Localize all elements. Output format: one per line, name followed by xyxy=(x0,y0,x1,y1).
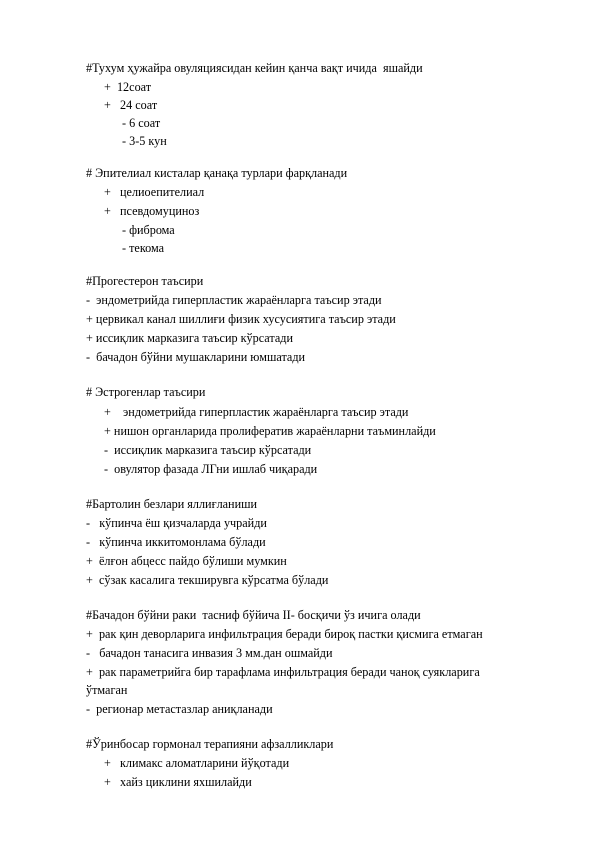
answer-option: - кўпинча иккитомонлама бўлади xyxy=(86,535,266,549)
question-title: #Тухум ҳужайра овуляциясидан кейин қанча вақт ичида яшайди xyxy=(86,61,423,75)
question-title: #Прогестерон таъсири xyxy=(86,274,204,288)
answer-option: - регионар метастазлар аниқланади xyxy=(86,702,273,716)
answer-option: + нишон органларида пролифератив жараёнларни таъминлайди xyxy=(104,424,436,438)
question-title: #Бачадон бўйни раки тасниф бўйича II- босқичи ўз ичига олади xyxy=(86,608,421,622)
answer-option: + ёлғон абцесс пайдо бўлиши мумкин xyxy=(86,554,287,568)
answer-option: - фиброма xyxy=(122,223,175,237)
question-title: #Ўринбосар гормонал терапияни афзалликлари xyxy=(86,737,334,751)
answer-option: - эндометрийда гиперпластик жараёнларга таъсир этади xyxy=(86,293,382,307)
answer-option: - текома xyxy=(122,241,165,255)
answer-option: + эндометрийда гиперпластик жараёнларга таъсир этади xyxy=(104,405,409,419)
answer-option: + иссиқлик марказига таъсир кўрсатади xyxy=(86,331,293,345)
answer-option: - 3-5 кун xyxy=(122,134,167,148)
answer-option: - иссиқлик марказига таъсир кўрсатади xyxy=(104,443,312,457)
answer-option: + рак параметрийга бир тарафлама инфильтрация беради чаноқ суякларига xyxy=(86,665,480,679)
answer-option: - бачадон танасига инвазия 3 мм.дан ошмайди xyxy=(86,646,333,660)
answer-option: - кўпинча ёш қизчаларда учрайди xyxy=(86,516,267,530)
answer-option: + рак қин деворларига инфильтрация беради бироқ пастки қисмига етмаган xyxy=(86,627,483,641)
answer-option: + псевдомуциноз xyxy=(104,204,200,218)
answer-option: + 12соат xyxy=(104,80,152,94)
answer-option: + целиоепителиал xyxy=(104,185,205,199)
answer-option: + хайз циклини яхшилайди xyxy=(104,775,252,789)
answer-option: + цервикал канал шиллиғи физик хусусиятига таъсир этади xyxy=(86,312,396,326)
answer-option: - бачадон бўйни мушакларини юмшатади xyxy=(86,350,306,364)
answer-option: - овулятор фазада ЛГни ишлаб чиқаради xyxy=(104,462,318,476)
question-title: #Бартолин безлари яллиғланиши xyxy=(86,497,258,511)
answer-option: + 24 соат xyxy=(104,98,158,112)
answer-option: + сўзак касалига текширувга кўрсатма бўлади xyxy=(86,573,329,587)
answer-option: + климакс аломатларини йўқотади xyxy=(104,756,290,770)
question-title: # Эстрогенлар таъсири xyxy=(86,385,206,399)
answer-option: - 6 соат xyxy=(122,116,161,130)
question-title: # Эпителиал кисталар қанақа турлари фарқланади xyxy=(86,166,348,180)
answer-option-continuation: ўтмаган xyxy=(86,683,128,697)
